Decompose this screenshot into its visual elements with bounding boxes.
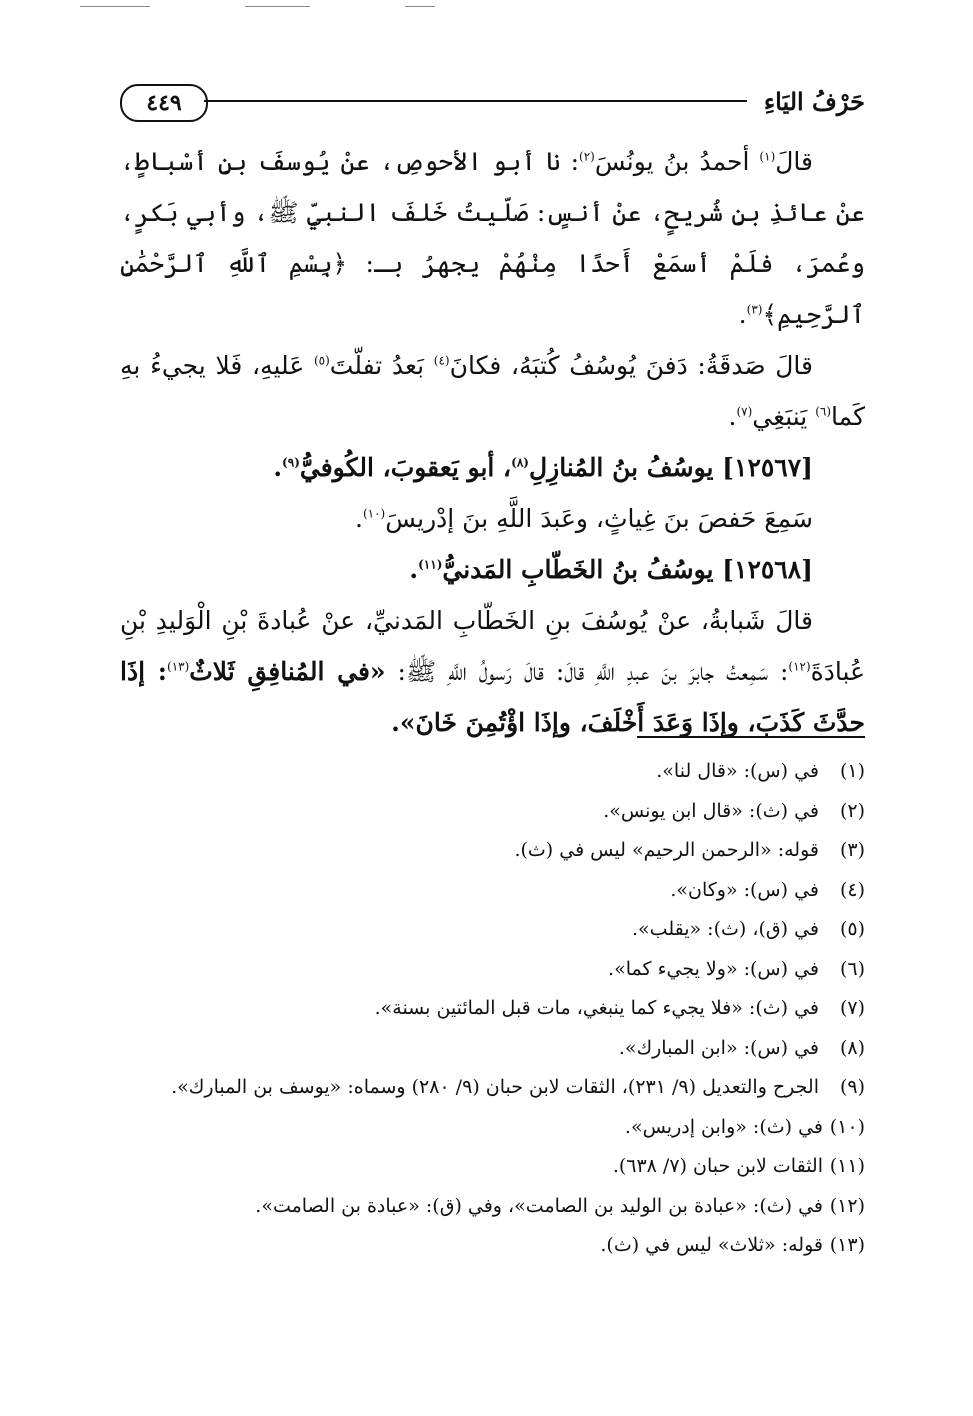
text-span: سَمِعَ حَفصَ بنَ غِياثٍ، وعَبدَ اللَّهِ بنَ إدْريسَ [385,504,813,533]
footnote-marker: (١) [759,149,776,164]
footnote-marker: (٩) [282,455,300,470]
footnote-marker: (٣) [746,302,763,317]
footnote-text: في (س): «ابن المبارك». [618,1036,819,1059]
paragraph [120,136,865,340]
footnote-marker: (١١) [418,557,443,572]
paragraph [120,340,865,442]
footnote-text: في (ث): «فلا يجيء كما ينبغي، مات قبل المائتين بسنة». [374,997,819,1019]
footnote-number: (١) [839,760,865,782]
footnote-marker: (١٣) [167,659,190,674]
text-span: [١٢٥٦٧] يوسُفُ بنُ المُنازِلِ [528,453,813,482]
text-span: أحمدُ بنُ يونُسَ [594,147,760,176]
footnote [120,1029,865,1069]
footnote-text: في (ث): «عبادة بن الوليد بن الصامت»، وفي (ق): «عبادة بن الصامت». [255,1194,823,1217]
header-rule [204,100,747,102]
page-number: ٤٤٩ [120,84,208,122]
text-span: بَعدُ تفلّتَ [329,351,434,380]
hadith-text: «في المُنافِقِ ثَلاثٌ [189,657,386,686]
text-span: قالَ شَبابةُ، عنْ يُوسُفَ بنِ الخَطّابِ المَدنيِّ، عنْ عُبادةَ بْنِ الْوَليدِ بْنِ عُبادَةَ [120,606,865,686]
footnote [120,910,865,950]
footnote-text: في (ث): «وابن إدريس». [624,1115,823,1138]
footnote-text: في (س): «قال لنا». [656,760,819,782]
text-span: . [273,453,283,482]
hadith-text: : إذَا حدَّثَ كَذَبَ، وإذَا وَعَدَ أَخْلَفَ، وإذَا اؤْتُمِنَ خَانَ». [120,657,865,737]
main-text [120,136,865,748]
text-span: [١٢٥٦٨] يوسُفُ بنُ الخَطّابِ المَدنيُّ [442,555,813,584]
footnote-number: (٥) [839,918,865,940]
footnote-number: (١٣) [829,1234,865,1256]
footnote-marker: (١٢) [788,659,811,674]
footnote-number: (٤) [839,878,865,901]
footnote-marker: (٢) [579,149,595,164]
entry-heading [120,442,865,493]
footnote-text: في (ق)، (ث): «يقلب». [632,918,819,940]
entry-heading [120,544,865,595]
text-span: . [738,300,747,329]
footnote-marker: (٨) [511,455,529,470]
paragraph [120,493,865,544]
text-span: يَنبَغِي [752,402,816,431]
footnote-number: (٦) [839,957,865,980]
paragraph [120,595,865,748]
footnote-divider [637,736,865,738]
footnote-text: قوله: «الرحمن الرحيم» ليس في (ث). [514,839,819,861]
footnote [120,989,865,1029]
footnote [120,1108,865,1148]
footnote-text: قوله: «ثلاث» ليس في (ث). [600,1234,823,1256]
running-title: حَرْفُ اليَاءِ [763,87,865,116]
footnote-marker: (٧) [736,404,753,419]
footnote-marker: (٤) [433,353,450,368]
footnote [120,1187,865,1227]
footnote-number: (١١) [829,1155,865,1177]
footnotes [120,752,865,1266]
footnote [120,831,865,871]
footnote-number: (٢) [839,799,865,822]
text-span: . [355,504,363,533]
text-span: . [409,555,419,584]
footnote-number: (٨) [839,1036,865,1059]
footnote [120,950,865,990]
top-edge-line [80,6,150,7]
footnote-number: (٧) [839,997,865,1019]
text-span: قالَ صَدقَةُ: دَفنَ يُوسُفُ كُتبَهُ، فكانَ [449,351,813,380]
footnote-text: في (ث): «قال ابن يونس». [603,799,819,822]
text-span: عَليهِ، فَلا يجيءُ بهِ كَما [120,351,865,431]
footnote-marker: (٥) [313,353,330,368]
footnote-text: الثقات لابن حبان (٧/ ٦٣٨). [612,1155,823,1177]
footnote [120,871,865,911]
footnote-number: (١٢) [829,1194,865,1217]
text-span: : نا أبو الأحوصِ، عنْ يُوسفَ بنِ أسْباطٍ، عنْ عائذِ بنِ شُريحٍ، عنْ أنسٍ: صَلّيتُ خَلفَ النبيِّ ﷺ، وأبي بَكرٍ، وعُمرَ، فلَمْ أسمَعْ أَحدًا مِنْهُمْ يجهرُ بـ: ﴿بِسْمِ ٱللَّهِ ٱلرَّحْمَٰنِ ٱلرَّحِيمِ﴾ [120,147,865,329]
footnote-marker: (٦) [815,404,832,419]
footnote-text: الجرح والتعديل (٩/ ٢٣١)، الثقات لابن حبان (٩/ ٢٨٠) وسماه: «يوسف بن المبارك». [171,1076,819,1098]
footnote [120,752,865,792]
page-header [120,84,865,120]
footnote-number: (١٠) [829,1115,865,1138]
footnote-text: في (س): «ولا يجيء كما». [608,957,819,980]
footnote-number: (٩) [839,1076,865,1098]
footnote [120,1068,865,1108]
top-edge-line [245,6,310,7]
footnote-number: (٣) [839,839,865,861]
text-span: قالَ [775,147,813,176]
text-span: . [728,402,737,431]
text-span: ، أبو يَعقوبَ، الكُوفيُّ [299,453,512,482]
footnote [120,792,865,832]
footnote-text: في (س): «وكان». [670,878,819,901]
footnote-marker: (١٠) [362,506,386,521]
footnote [120,1147,865,1187]
text-span: : سَمِعتُ جابرَ بنَ عبدِ اللَّهِ قالَ: قالَ رَسولُ اللَّهِ ﷺ: [385,657,789,686]
footnote [120,1226,865,1266]
top-edge-line [405,6,435,7]
